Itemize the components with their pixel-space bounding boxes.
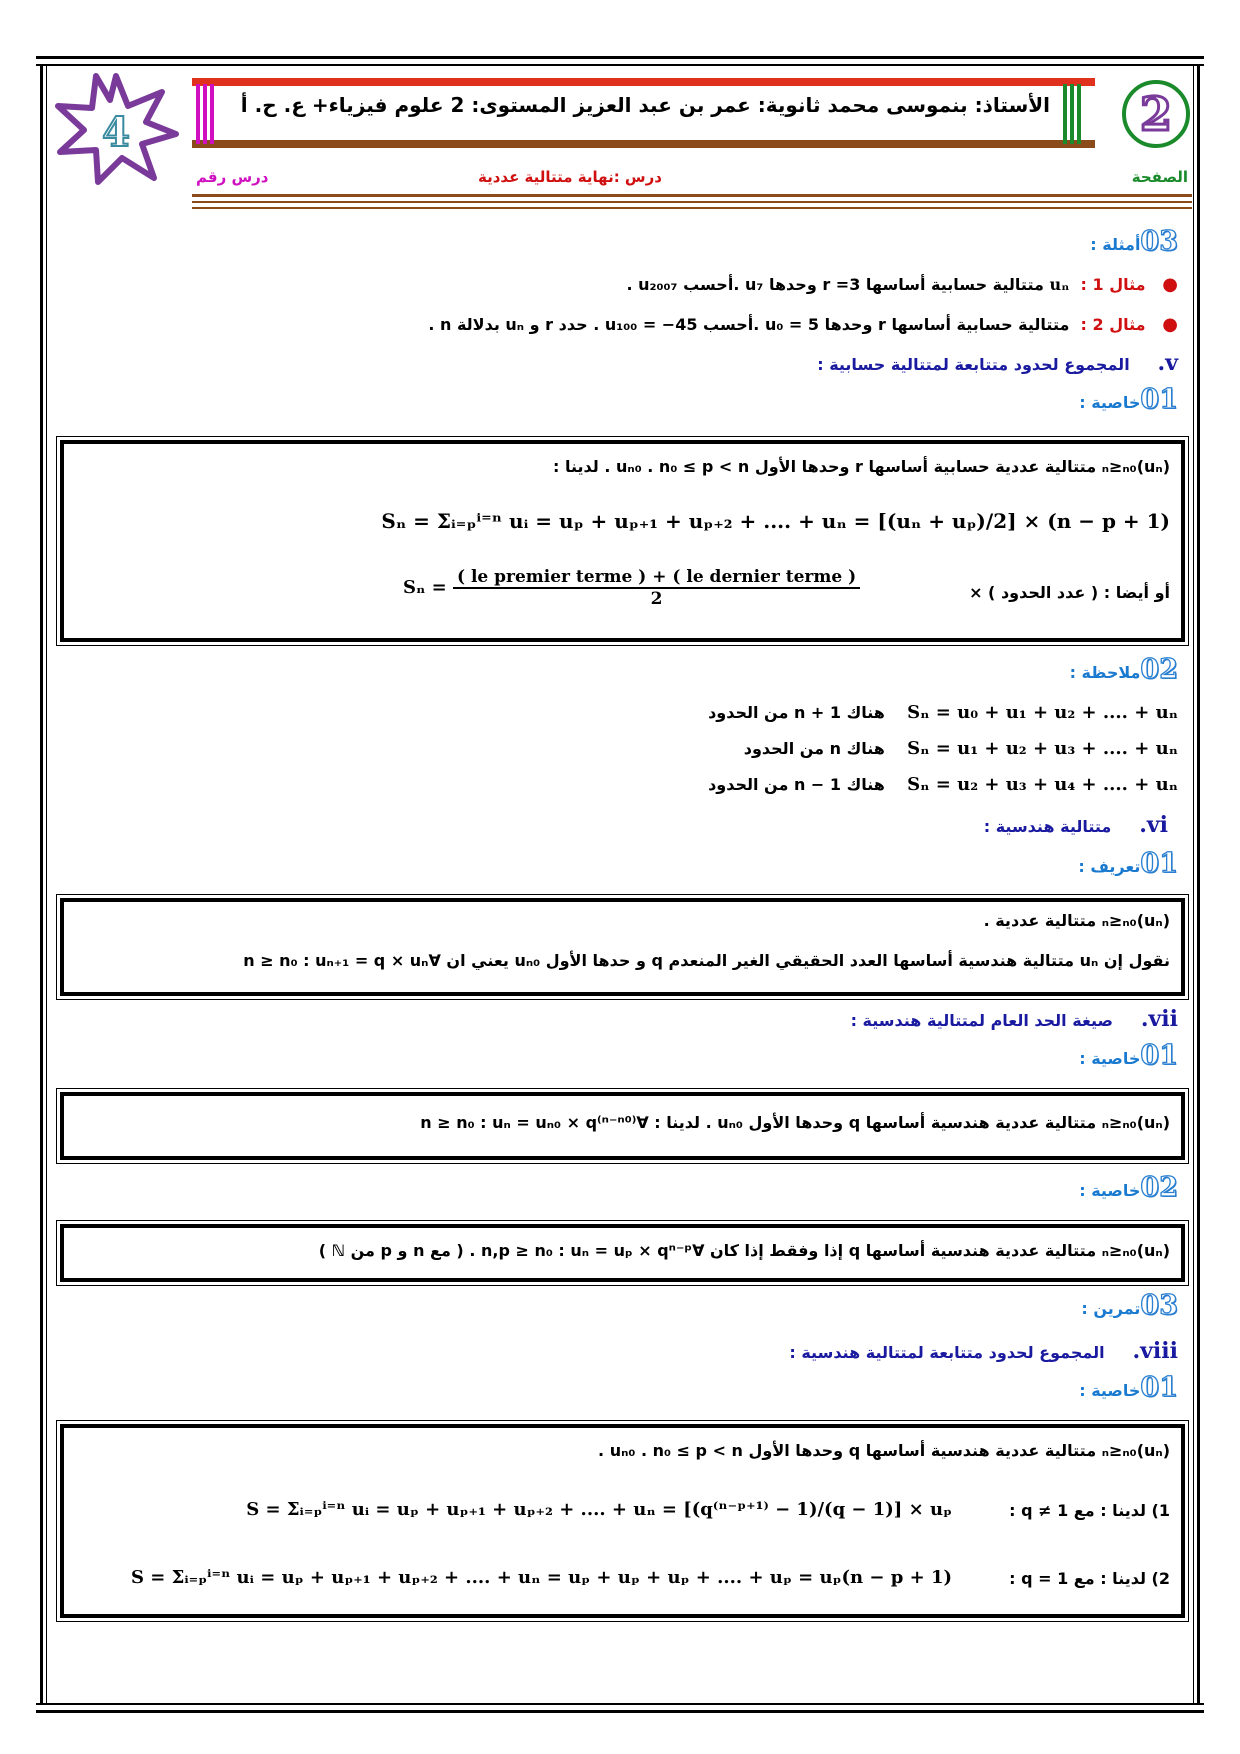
note-text: هناك n + 1 من الحدود — [708, 703, 885, 722]
definition-line-2: نقول إن uₙ متتالية هندسية أساسها العدد الحقيقي الغير المنعدم q و حدها الأول uₙ₀ يعني ان ∀n ≥ n₀ : uₙ₊₁ = q × uₙ — [243, 951, 1170, 970]
section-examples-heading — [1090, 226, 1178, 257]
property-box-arithmetic-sum — [60, 440, 1185, 642]
section-label: خاصية : — [1079, 1049, 1141, 1068]
fraction-denominator: 2 — [650, 589, 663, 609]
lesson-title: درس :نهاية متتالية عددية — [478, 168, 662, 186]
definition-line-1: (uₙ)ₙ≥ₙ₀ متتالية عددية . — [983, 911, 1170, 930]
lesson-number-label: درس رقم — [196, 168, 269, 186]
section-number: 01 — [1140, 1372, 1178, 1403]
page-frame-left — [40, 66, 43, 1703]
sum-fraction-formula — [403, 567, 860, 609]
header-stripes-left — [193, 84, 223, 144]
example-2-label: مثال 2 : — [1080, 315, 1146, 334]
property-statement: (uₙ)ₙ≥ₙ₀ متتالية عددية حسابية أساسها r وحدها الأول uₙ₀ . n₀ ≤ p < n . لدينا : — [553, 457, 1170, 476]
example-1: ● مثال 1 : uₙ متتالية حسابية أساسها 3= r وحدها u₇ .أحسب u₂₀₀₇ . — [626, 274, 1178, 295]
definition-box-geometric — [60, 898, 1185, 996]
header-separator-3 — [192, 207, 1192, 209]
section-number: 01 — [1140, 384, 1178, 415]
note-row-2 — [744, 738, 1178, 759]
badge-number: 2 — [1139, 87, 1173, 141]
star-icon — [52, 70, 180, 186]
section-note-heading — [1070, 654, 1178, 685]
section-title: المجموع لحدود متتابعة لمتتالية حسابية : — [817, 355, 1130, 374]
case-2-formula: S = Σᵢ₌ₚⁱ⁼ⁿ uᵢ = uₚ + uₚ₊₁ + uₚ₊₂ + .... + uₙ = uₚ + uₚ + uₚ + .... + uₚ = uₚ(n − p + 1) — [131, 1567, 952, 1588]
page-frame-top — [36, 56, 1204, 59]
note-formula: Sₙ = u₁ + u₂ + u₃ + .... + uₙ — [907, 738, 1178, 759]
case-2-label: 2) لدينا : مع q = 1 : — [1009, 1569, 1170, 1588]
page-frame-left-inner — [46, 66, 47, 1703]
page-frame-right-inner — [1193, 66, 1194, 1703]
section-property-heading — [1079, 1372, 1178, 1403]
section-number: 01 — [1140, 848, 1178, 879]
section-viii-heading — [789, 1338, 1178, 1364]
case-1-formula: S = Σᵢ₌ₚⁱ⁼ⁿ uᵢ = uₚ + uₚ₊₁ + uₚ₊₂ + .... + uₙ = [(q⁽ⁿ⁻ᵖ⁺¹⁾ − 1)/(q − 1)] × uₚ — [246, 1499, 952, 1520]
section-number: 02 — [1140, 1172, 1178, 1203]
section-number: 03 — [1140, 1290, 1178, 1321]
section-title: صيغة الحد العام لمتتالية هندسية : — [850, 1011, 1113, 1030]
note-formula: Sₙ = u₂ + u₃ + u₄ + .... + uₙ — [907, 774, 1178, 795]
section-definition-heading — [1078, 848, 1178, 879]
property-statement: (uₙ)ₙ≥ₙ₀ متتالية عددية هندسية أساسها q وحدها الأول uₙ₀ . n₀ ≤ p < n . — [598, 1441, 1170, 1460]
section-property-heading — [1079, 384, 1178, 415]
fraction-numerator: ( le premier terme ) + ( le dernier terme ) — [453, 567, 860, 589]
header-separator-2 — [192, 201, 1192, 203]
section-property-2-heading — [1079, 1172, 1178, 1203]
example-1-label: مثال 1 : — [1080, 275, 1146, 294]
roman-numeral: vi. — [1139, 812, 1168, 838]
section-label: خاصية : — [1079, 393, 1141, 412]
example-1-text: متتالية حسابية أساسها 3= r وحدها u₇ .أحسب u₂₀₀₇ . — [626, 275, 1044, 294]
page-frame-bottom — [36, 1710, 1204, 1713]
header-stripes-right — [1060, 84, 1090, 144]
star-number: 4 — [102, 109, 130, 156]
section-number: 03 — [1140, 226, 1178, 257]
page-number-badge — [1120, 78, 1192, 150]
section-property-heading — [1079, 1040, 1178, 1071]
section-label: تمرين : — [1081, 1299, 1141, 1318]
property-box-general-term — [60, 1092, 1185, 1160]
section-label: ملاحظة : — [1069, 663, 1141, 682]
example-2: ● مثال 2 : متتالية حسابية أساسها r وحدها u₀ = 5 .أحسب u₁₀₀ = −45 . حدد r و uₙ بدلالة n . — [428, 314, 1178, 335]
example-2-text: متتالية حسابية أساسها r وحدها u₀ = 5 .أحسب u₁₀₀ = −45 . حدد r و uₙ بدلالة n . — [428, 315, 1070, 334]
section-label: تعريف : — [1078, 857, 1141, 876]
roman-numeral: viii. — [1132, 1338, 1178, 1364]
section-title: متتالية هندسية : — [983, 817, 1112, 836]
section-v-heading — [817, 350, 1178, 376]
page-frame-right — [1197, 66, 1200, 1703]
case-1-label: 1) لدينا : مع q ≠ 1 : — [1009, 1501, 1170, 1520]
also-label: أو أيضا : ( عدد الحدود ) × — [969, 583, 1170, 602]
header-title: الأستاذ: بنموسى محمد ثانوية: عمر بن عبد العزيز المستوى: 2 علوم فيزياء+ ع. ح. أ — [240, 93, 1050, 117]
section-label: خاصية : — [1079, 1181, 1141, 1200]
note-row-3 — [708, 774, 1178, 795]
section-label: أمثلة : — [1090, 235, 1141, 254]
note-text: هناك n من الحدود — [743, 739, 885, 758]
header-separator-1 — [192, 194, 1192, 197]
roman-numeral: v. — [1157, 350, 1178, 376]
note-text: هناك n − 1 من الحدود — [708, 775, 885, 794]
section-vi-heading — [984, 812, 1168, 838]
property-box-geometric-sum — [60, 1424, 1185, 1618]
section-label: خاصية : — [1079, 1381, 1141, 1400]
note-formula: Sₙ = u₀ + u₁ + u₂ + .... + uₙ — [907, 702, 1178, 723]
section-exercise-heading — [1081, 1290, 1178, 1321]
property-box-geometric-criterion — [60, 1224, 1185, 1282]
note-row-1 — [708, 702, 1178, 723]
example-1-prefix: uₙ — [1049, 275, 1070, 294]
section-number: 01 — [1140, 1040, 1178, 1071]
section-number: 02 — [1140, 654, 1178, 685]
page-frame-top-inner — [36, 64, 1204, 66]
sum-formula: Sₙ = Σᵢ₌ₚⁱ⁼ⁿ uᵢ = uₚ + uₚ₊₁ + uₚ₊₂ + .... + uₙ = [(uₙ + uₚ)/2] × (n − p + 1) — [381, 509, 1170, 533]
page-label: الصفحة — [1131, 168, 1188, 186]
roman-numeral: vii. — [1140, 1006, 1178, 1032]
page-frame-bottom-inner — [36, 1703, 1204, 1705]
property-statement: (uₙ)ₙ≥ₙ₀ متتالية عددية هندسية أساسها q إذا وفقط إذا كان ∀n,p ≥ n₀ : uₙ = uₚ × qⁿ⁻ᵖ . ( مع n و p من ℕ ) — [318, 1241, 1170, 1260]
sn-label: Sₙ = — [403, 577, 447, 598]
section-vii-heading — [851, 1006, 1178, 1032]
property-statement: (uₙ)ₙ≥ₙ₀ متتالية عددية هندسية أساسها q وحدها الأول uₙ₀ . لدينا : ∀n ≥ n₀ : uₙ = uₙ₀ × q⁽ⁿ⁻ⁿ⁰⁾ — [420, 1113, 1170, 1132]
section-title: المجموع لحدود متتابعة لمتتالية هندسية : — [789, 1343, 1105, 1362]
